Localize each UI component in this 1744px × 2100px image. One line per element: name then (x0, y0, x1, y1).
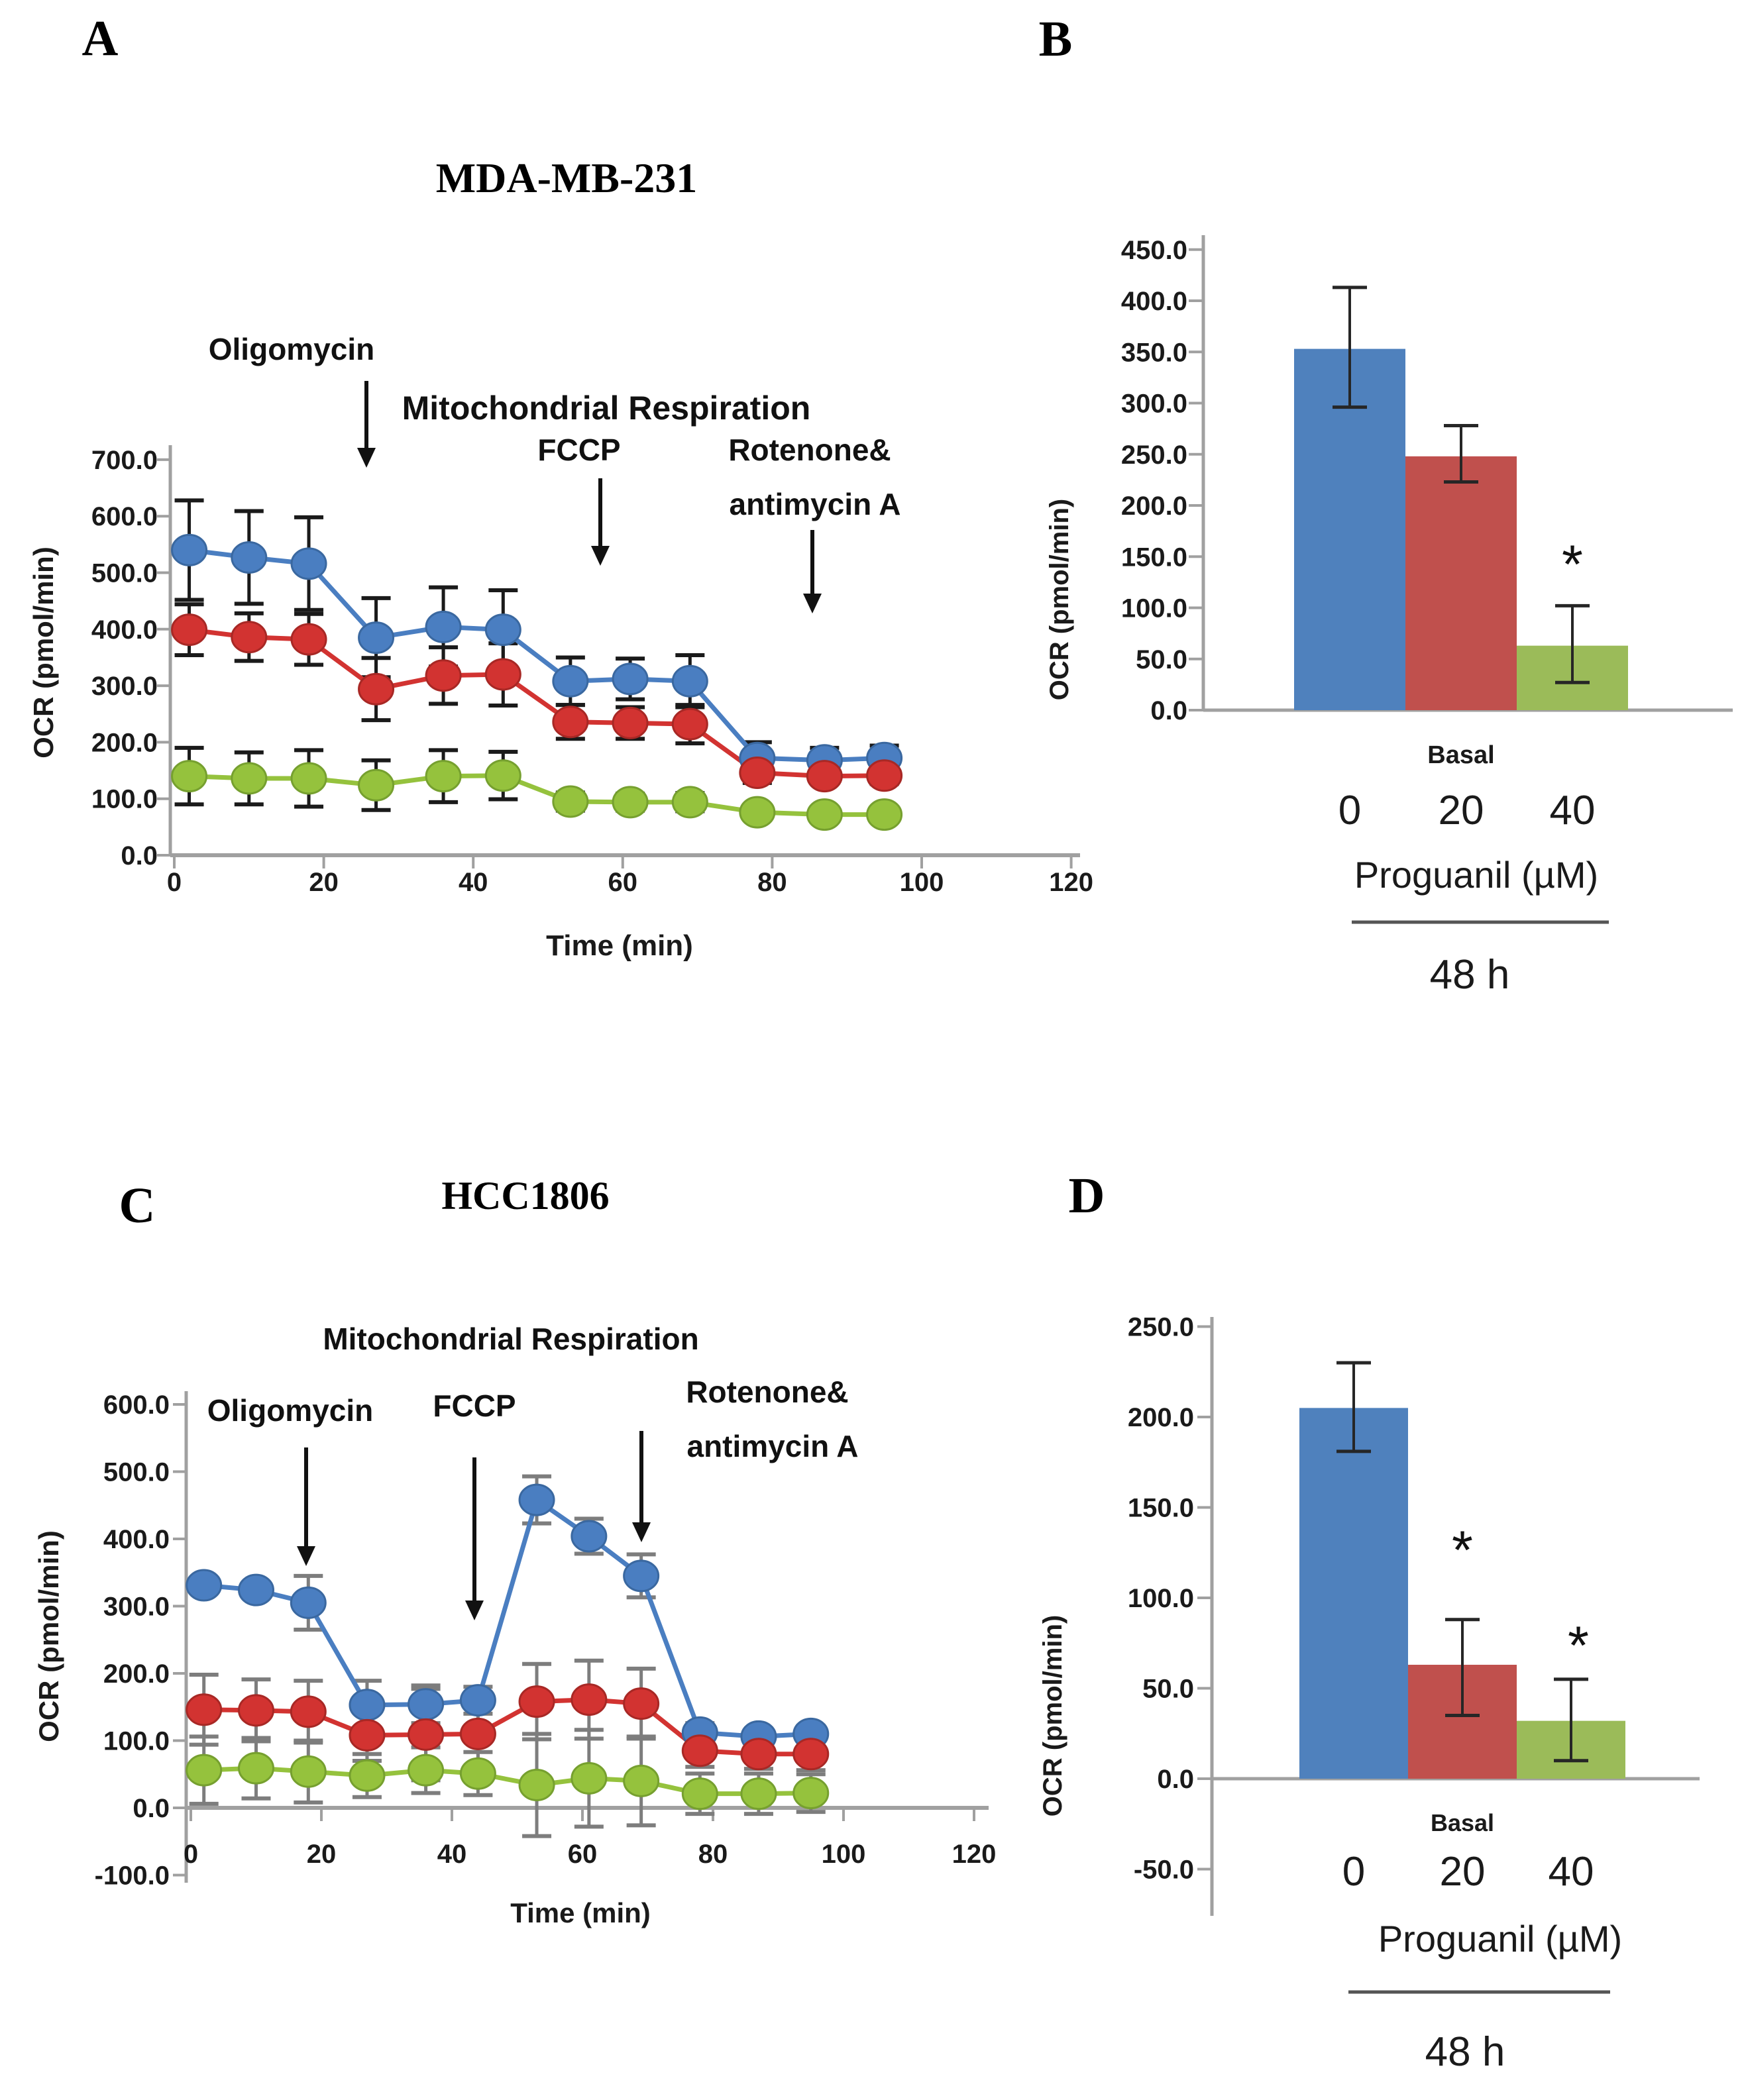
green-data-point-marker (624, 1765, 659, 1796)
blue-data-point-marker (187, 1570, 221, 1601)
y-axis-tick-label: 200.0 (1127, 1403, 1194, 1432)
y-axis-tick-label: 400.0 (1120, 287, 1187, 316)
blue-data-point-marker (613, 664, 647, 694)
annotation-fccp: FCCP (433, 1389, 516, 1423)
red-data-point-marker (553, 707, 588, 737)
green-data-point-marker (682, 1779, 717, 1809)
group-label: Basal (1427, 741, 1495, 769)
red-data-point-marker (613, 708, 647, 738)
blue-data-point-marker (172, 535, 207, 565)
x-axis-tick-label: 100 (821, 1840, 866, 1869)
red-data-point-marker (673, 709, 707, 739)
blue-data-point-marker (673, 666, 707, 696)
red-data-point-marker (359, 674, 394, 704)
blue-data-point-marker (624, 1561, 659, 1591)
x-axis-tick-label: 60 (608, 868, 638, 897)
y-axis-tick-label: 200.0 (1120, 492, 1187, 521)
injection-arrow-0-head (297, 1546, 315, 1566)
concentration-label: 0 (1338, 788, 1362, 833)
y-axis-tick-label: 300.0 (103, 1592, 170, 1622)
green-data-point-marker (187, 1755, 221, 1785)
blue-data-point-marker (232, 542, 266, 572)
red-data-point-marker (232, 622, 266, 653)
annotation-fccp: FCCP (537, 433, 621, 467)
concentration-label: 40 (1548, 1849, 1594, 1895)
y-axis-title: OCR (pmol/min) (28, 547, 59, 759)
y-axis-tick-label: -100.0 (94, 1861, 170, 1891)
y-axis-tick-label: 100.0 (103, 1726, 170, 1756)
green-data-point-marker (740, 797, 775, 827)
y-axis-tick-label: 100.0 (91, 784, 158, 814)
y-axis-tick-label: -50.0 (1133, 1855, 1194, 1885)
panel-d-bar-chart (1038, 1168, 1700, 2075)
y-axis-tick-label: 100.0 (1127, 1584, 1194, 1613)
panel-b-label: B (1038, 11, 1073, 67)
y-axis-tick-label: 0.0 (121, 841, 158, 870)
blue-data-point-marker (350, 1690, 384, 1720)
panel-a-line-chart (28, 11, 1093, 962)
duration-label: 48 h (1429, 952, 1510, 998)
proguanil-axis-label: Proguanil (µM) (1354, 854, 1599, 896)
blue-data-point-marker (359, 623, 394, 653)
y-axis-title: OCR (pmol/min) (1045, 498, 1074, 701)
injection-arrow-2-head (632, 1522, 651, 1542)
x-axis-tick-label: 120 (1049, 868, 1093, 897)
green-data-point-marker (461, 1758, 495, 1789)
green-data-point-marker (409, 1755, 443, 1785)
concentration-label: 20 (1438, 788, 1484, 833)
blue-data-point-marker (409, 1689, 443, 1720)
x-axis-tick-label: 20 (309, 868, 339, 897)
y-axis-tick-label: 250.0 (1120, 440, 1187, 470)
y-axis-title: OCR (pmol/min) (1038, 1614, 1067, 1817)
panel-d-label: D (1068, 1168, 1105, 1224)
y-axis-tick-label: 400.0 (103, 1525, 170, 1554)
group-label: Basal (1430, 1809, 1495, 1836)
duration-label: 48 h (1425, 2029, 1505, 2075)
blue-data-point-marker (572, 1521, 606, 1551)
red-series-line (190, 630, 885, 776)
concentration-label: 0 (1342, 1849, 1366, 1895)
x-axis-tick-label: 20 (306, 1840, 337, 1869)
proguanil-axis-label: Proguanil (µM) (1378, 1918, 1623, 1960)
annotation-mitochondrial: Mitochondrial Respiration (402, 390, 811, 427)
red-data-point-marker (239, 1695, 274, 1726)
x-axis-tick-label: 0 (166, 868, 182, 897)
green-data-point-marker (807, 800, 842, 830)
green-data-point-marker (291, 1756, 325, 1787)
green-data-point-marker (172, 761, 207, 792)
y-axis-tick-label: 500.0 (103, 1457, 170, 1487)
annotation-rotenone-line1: Rotenone& (686, 1375, 849, 1409)
red-data-point-marker (426, 660, 461, 691)
panel-c-label: C (119, 1178, 156, 1234)
blue-data-point-marker (486, 615, 520, 645)
panel-a-title: MDA-MB-231 (435, 154, 698, 201)
y-axis-tick-label: 200.0 (91, 728, 158, 758)
blue-data-point-marker (461, 1685, 495, 1716)
green-data-point-marker (741, 1779, 776, 1809)
blue-data-point-marker (426, 611, 461, 642)
x-axis-title: Time (min) (510, 1897, 651, 1928)
y-axis-title: OCR (pmol/min) (33, 1530, 64, 1742)
red-data-point-marker (187, 1695, 221, 1725)
x-axis-tick-label: 0 (183, 1840, 199, 1869)
y-axis-tick-label: 450.0 (1120, 235, 1187, 265)
green-data-point-marker (794, 1778, 828, 1809)
green-data-point-marker (232, 763, 266, 794)
y-axis-tick-label: 600.0 (103, 1391, 170, 1420)
x-axis-tick-label: 100 (899, 868, 944, 897)
x-axis-tick-label: 80 (698, 1840, 728, 1869)
y-axis-tick-label: 700.0 (91, 445, 158, 475)
bar-0um (1299, 1408, 1408, 1779)
significance-asterisk: * (1562, 535, 1583, 595)
y-axis-tick-label: 300.0 (91, 672, 158, 702)
blue-data-point-marker (519, 1485, 554, 1515)
y-axis-tick-label: 50.0 (1136, 645, 1187, 674)
blue-data-point-marker (292, 549, 326, 579)
blue-series-line (190, 550, 885, 760)
blue-data-point-marker (553, 666, 588, 696)
y-axis-tick-label: 0.0 (1150, 696, 1187, 725)
y-axis-tick-label: 350.0 (1120, 338, 1187, 368)
concentration-label: 20 (1439, 1849, 1486, 1895)
x-axis-title: Time (min) (546, 929, 693, 962)
red-data-point-marker (867, 761, 902, 791)
panel-c-line-chart (33, 1174, 996, 1928)
red-data-point-marker (572, 1685, 606, 1715)
y-axis-tick-label: 150.0 (1120, 543, 1187, 572)
green-data-point-marker (572, 1763, 606, 1793)
red-data-point-marker (807, 761, 842, 792)
annotation-oligomycin: Oligomycin (208, 332, 375, 366)
y-axis-tick-label: 0.0 (133, 1794, 170, 1823)
red-data-point-marker (409, 1719, 443, 1750)
panel-a-label: A (82, 11, 119, 66)
green-data-point-marker (426, 761, 461, 792)
significance-asterisk: * (1568, 1616, 1589, 1676)
red-data-point-marker (461, 1718, 495, 1749)
y-axis-tick-label: 200.0 (103, 1659, 170, 1689)
panel-b-bar-chart (1039, 11, 1733, 998)
green-data-point-marker (613, 787, 647, 817)
red-data-point-marker (172, 615, 207, 645)
annotation-rotenone-line2: antimycin A (686, 1429, 859, 1463)
concentration-label: 40 (1549, 788, 1596, 833)
y-axis-tick-label: 50.0 (1142, 1674, 1194, 1704)
y-axis-tick-label: 250.0 (1127, 1312, 1194, 1342)
green-data-point-marker (553, 786, 588, 817)
green-data-point-marker (673, 787, 707, 817)
red-data-point-marker (794, 1739, 828, 1769)
y-axis-tick-label: 100.0 (1120, 594, 1187, 623)
green-data-point-marker (486, 761, 520, 791)
injection-arrow-1-head (465, 1601, 484, 1620)
injection-arrow-2-head (803, 594, 822, 613)
red-data-point-marker (486, 659, 520, 690)
red-data-point-marker (740, 757, 775, 788)
y-axis-tick-label: 150.0 (1127, 1493, 1194, 1523)
x-axis-tick-label: 40 (437, 1840, 467, 1869)
panel-c-title: HCC1806 (441, 1174, 610, 1218)
y-axis-tick-label: 0.0 (1157, 1765, 1194, 1794)
annotation-rotenone-line1: Rotenone& (728, 433, 891, 467)
x-axis-tick-label: 80 (757, 868, 787, 897)
x-axis-tick-label: 120 (952, 1840, 997, 1869)
y-axis-tick-label: 600.0 (91, 502, 158, 532)
y-axis-tick-label: 500.0 (91, 558, 158, 588)
green-data-point-marker (519, 1769, 554, 1800)
bar-20um (1405, 456, 1517, 710)
green-data-point-marker (350, 1760, 384, 1791)
annotation-rotenone-line2: antimycin A (729, 487, 901, 521)
x-axis-tick-label: 60 (567, 1840, 598, 1869)
green-data-point-marker (292, 763, 326, 794)
annotation-oligomycin: Oligomycin (207, 1393, 374, 1428)
red-data-point-marker (624, 1689, 659, 1719)
injection-arrow-0-head (357, 448, 376, 468)
injection-arrow-1-head (591, 546, 610, 566)
significance-asterisk: * (1452, 1520, 1473, 1581)
y-axis-tick-label: 400.0 (91, 615, 158, 645)
blue-data-point-marker (291, 1587, 325, 1618)
x-axis-tick-label: 40 (458, 868, 488, 897)
red-data-point-marker (291, 1697, 325, 1727)
red-data-point-marker (519, 1687, 554, 1717)
red-data-point-marker (292, 624, 326, 655)
green-data-point-marker (239, 1753, 274, 1783)
green-data-point-marker (359, 770, 394, 800)
red-data-point-marker (682, 1736, 717, 1766)
annotation-mitochondrial: Mitochondrial Respiration (323, 1322, 699, 1356)
red-data-point-marker (741, 1739, 776, 1769)
red-data-point-marker (350, 1720, 384, 1750)
green-data-point-marker (867, 800, 902, 830)
blue-data-point-marker (239, 1575, 274, 1605)
y-axis-tick-label: 300.0 (1120, 389, 1187, 419)
